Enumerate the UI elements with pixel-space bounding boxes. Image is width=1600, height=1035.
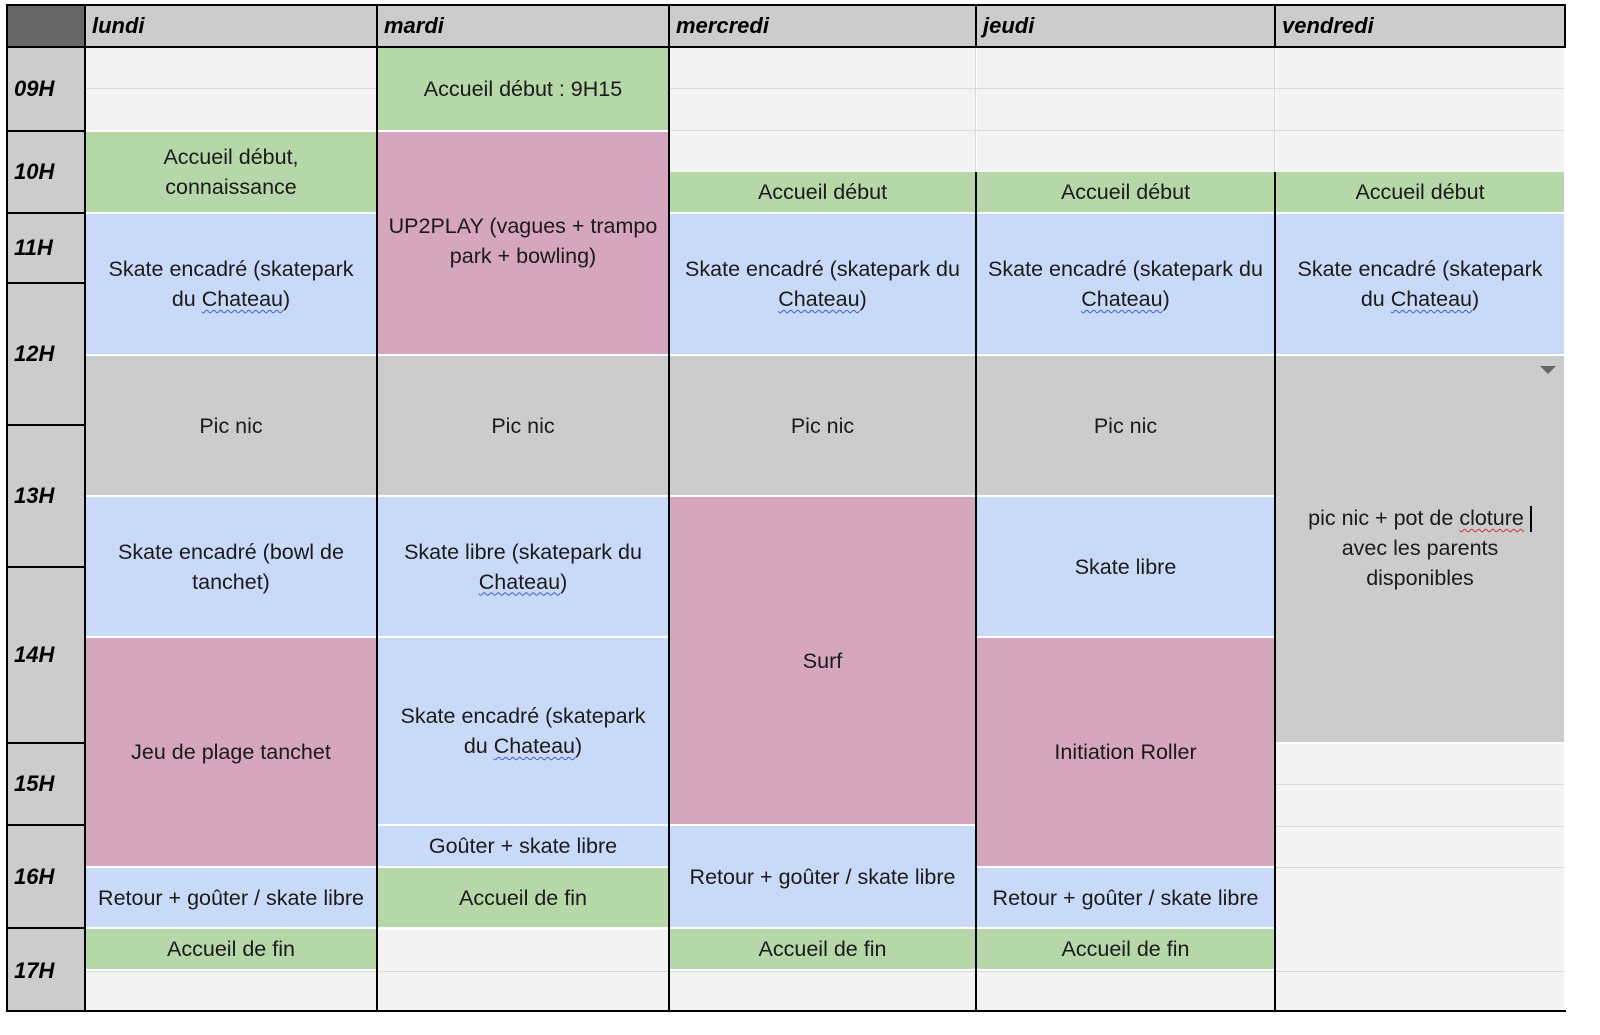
cell-text: UP2PLAY (vagues + trampo park + bowling) <box>388 214 658 268</box>
lundi-jeu-de-plage[interactable] <box>86 638 376 866</box>
jeudi-skate-libre[interactable] <box>977 497 1274 636</box>
cell-text: Retour + goûter / skate libre <box>98 885 364 910</box>
grid-line <box>6 566 86 568</box>
cell-text: Pic nic <box>1093 413 1158 438</box>
cell-text: Accueil de fin <box>167 937 295 961</box>
empty-cell[interactable] <box>86 48 376 130</box>
cell-text: Retour + goûter / skate libre <box>689 864 956 889</box>
mercredi-accueil-fin[interactable] <box>670 929 975 969</box>
lundi-skate-encadre[interactable] <box>86 214 376 354</box>
hour-label-17h[interactable]: 17H <box>8 929 84 1012</box>
cell-text: Skate encadré (skatepark du Chateau) <box>988 257 1263 311</box>
empty-cell[interactable] <box>670 48 975 172</box>
spellcheck-word: Chateau <box>1390 287 1472 311</box>
chevron-down-icon[interactable] <box>1540 366 1556 374</box>
hour-label-12h[interactable]: 12H <box>8 284 84 424</box>
cell-text: Initiation Roller <box>1054 740 1197 764</box>
mardi-gouter[interactable] <box>378 826 668 866</box>
lundi-accueil[interactable] <box>86 132 376 212</box>
mardi-accueil-fin[interactable] <box>378 868 668 927</box>
grid-line <box>6 4 8 1012</box>
cell-text: pic nic + pot de cloture avec les parents disponibles <box>1298 503 1543 593</box>
cell-text: Surf <box>802 648 843 673</box>
mardi-skate-encadre[interactable] <box>378 638 668 824</box>
mardi-up2play[interactable] <box>378 132 668 354</box>
cell-text: Retour + goûter / skate libre <box>992 885 1259 910</box>
hour-label-16h[interactable]: 16H <box>8 826 84 927</box>
grid-line <box>1274 172 1276 1012</box>
day-header-mardi[interactable]: mardi <box>378 6 668 46</box>
mercredi-picnic[interactable] <box>670 356 975 495</box>
cell-text: Accueil début, connaissance <box>163 145 299 199</box>
cell-text: Skate encadré (skatepark du Chateau) <box>1297 257 1543 311</box>
hour-label-10h[interactable]: 10H <box>8 132 84 212</box>
hour-label-15h[interactable]: 15H <box>8 744 84 824</box>
spellcheck-word: Chateau <box>493 734 575 758</box>
grid-line <box>975 4 977 48</box>
mercredi-retour[interactable] <box>670 826 975 927</box>
day-header-vendredi[interactable]: vendredi <box>1276 6 1564 46</box>
jeudi-accueil-fin[interactable] <box>977 929 1274 969</box>
grid-line <box>376 4 378 1012</box>
lundi-picnic[interactable] <box>86 356 376 495</box>
cell-text: Skate encadré (skatepark du Chateau) <box>400 704 646 758</box>
cell-text: Accueil début <box>1060 180 1191 204</box>
day-header-lundi[interactable]: lundi <box>86 6 376 46</box>
spellcheck-word: Chateau <box>478 569 561 594</box>
cell-text: Skate encadré (skatepark du Chateau) <box>685 257 960 311</box>
grid-line <box>6 212 86 214</box>
grid-line <box>6 742 86 744</box>
grid-line <box>1274 4 1276 48</box>
mardi-skate-libre[interactable] <box>378 497 668 636</box>
jeudi-accueil[interactable] <box>977 172 1274 212</box>
jeudi-retour[interactable] <box>977 868 1274 927</box>
grid-line <box>6 130 86 132</box>
cell-text: Accueil de fin <box>459 885 587 910</box>
hour-label-14h[interactable]: 14H <box>8 568 84 742</box>
grid-line <box>84 4 86 1012</box>
grid-line <box>1564 4 1566 48</box>
hour-label-11h[interactable]: 11H <box>8 214 84 282</box>
cell-text: Jeu de plage tanchet <box>131 740 331 764</box>
vendredi-accueil[interactable] <box>1276 172 1564 212</box>
mercredi-skate-encadre[interactable] <box>670 214 975 354</box>
cell-text: Skate encadré (skatepark du Chateau) <box>108 257 354 311</box>
grid-line <box>668 4 670 1012</box>
hour-label-09h[interactable]: 09H <box>8 48 84 130</box>
spellcheck-word: Chateau <box>778 287 860 311</box>
mardi-accueil[interactable] <box>378 48 668 130</box>
cell-text: Skate libre <box>1074 554 1177 579</box>
grid-line <box>6 424 86 426</box>
grid-line <box>6 4 1566 6</box>
cell-text: Accueil de fin <box>758 937 887 961</box>
spellcheck-word: cloture <box>1459 506 1524 530</box>
empty-cell[interactable] <box>1276 48 1564 172</box>
vendredi-skate-encadre[interactable] <box>1276 214 1564 354</box>
lundi-accueil-fin[interactable] <box>86 929 376 969</box>
cell-text: Accueil début <box>757 180 888 204</box>
jeudi-initiation-roller[interactable] <box>977 638 1274 866</box>
empty-cell[interactable] <box>86 971 376 1012</box>
lundi-skate-bowl[interactable] <box>86 497 376 636</box>
cell-text: Skate libre (skatepark du Chateau) <box>404 539 642 594</box>
grid-line <box>6 1010 1566 1012</box>
mardi-picnic[interactable] <box>378 356 668 495</box>
grid-line <box>975 172 977 1012</box>
day-header-mercredi[interactable]: mercredi <box>670 6 975 46</box>
grid-line <box>6 282 86 284</box>
empty-cell[interactable] <box>977 48 1274 172</box>
day-header-jeudi[interactable]: jeudi <box>977 6 1274 46</box>
grid-line <box>6 927 86 929</box>
empty-cell[interactable] <box>670 971 975 1012</box>
mercredi-accueil[interactable] <box>670 172 975 212</box>
text-cursor <box>1530 506 1532 532</box>
cell-text: Accueil de fin <box>1061 937 1190 961</box>
corner-cell <box>8 6 84 46</box>
vendredi-cloture[interactable] <box>1276 356 1564 742</box>
spellcheck-word: Chateau <box>1081 287 1163 311</box>
cell-text: Pic nic <box>790 413 855 438</box>
mercredi-surf[interactable] <box>670 497 975 824</box>
hour-label-13h[interactable]: 13H <box>8 426 84 566</box>
grid-line <box>6 824 86 826</box>
jeudi-picnic[interactable] <box>977 356 1274 495</box>
cell-text: Skate encadré (bowl de tanchet) <box>118 539 344 594</box>
jeudi-skate-encadre[interactable] <box>977 214 1274 354</box>
cell-text: Accueil début : 9H15 <box>423 77 623 101</box>
cell-text: Accueil début <box>1355 180 1485 204</box>
cell-text: Pic nic <box>491 413 555 438</box>
grid-line <box>6 46 1566 48</box>
empty-cell[interactable] <box>977 971 1274 1012</box>
cell-text: Pic nic <box>199 413 263 438</box>
spellcheck-word: Chateau <box>201 287 283 311</box>
cell-text: Goûter + skate libre <box>428 834 618 858</box>
lundi-retour[interactable] <box>86 868 376 927</box>
